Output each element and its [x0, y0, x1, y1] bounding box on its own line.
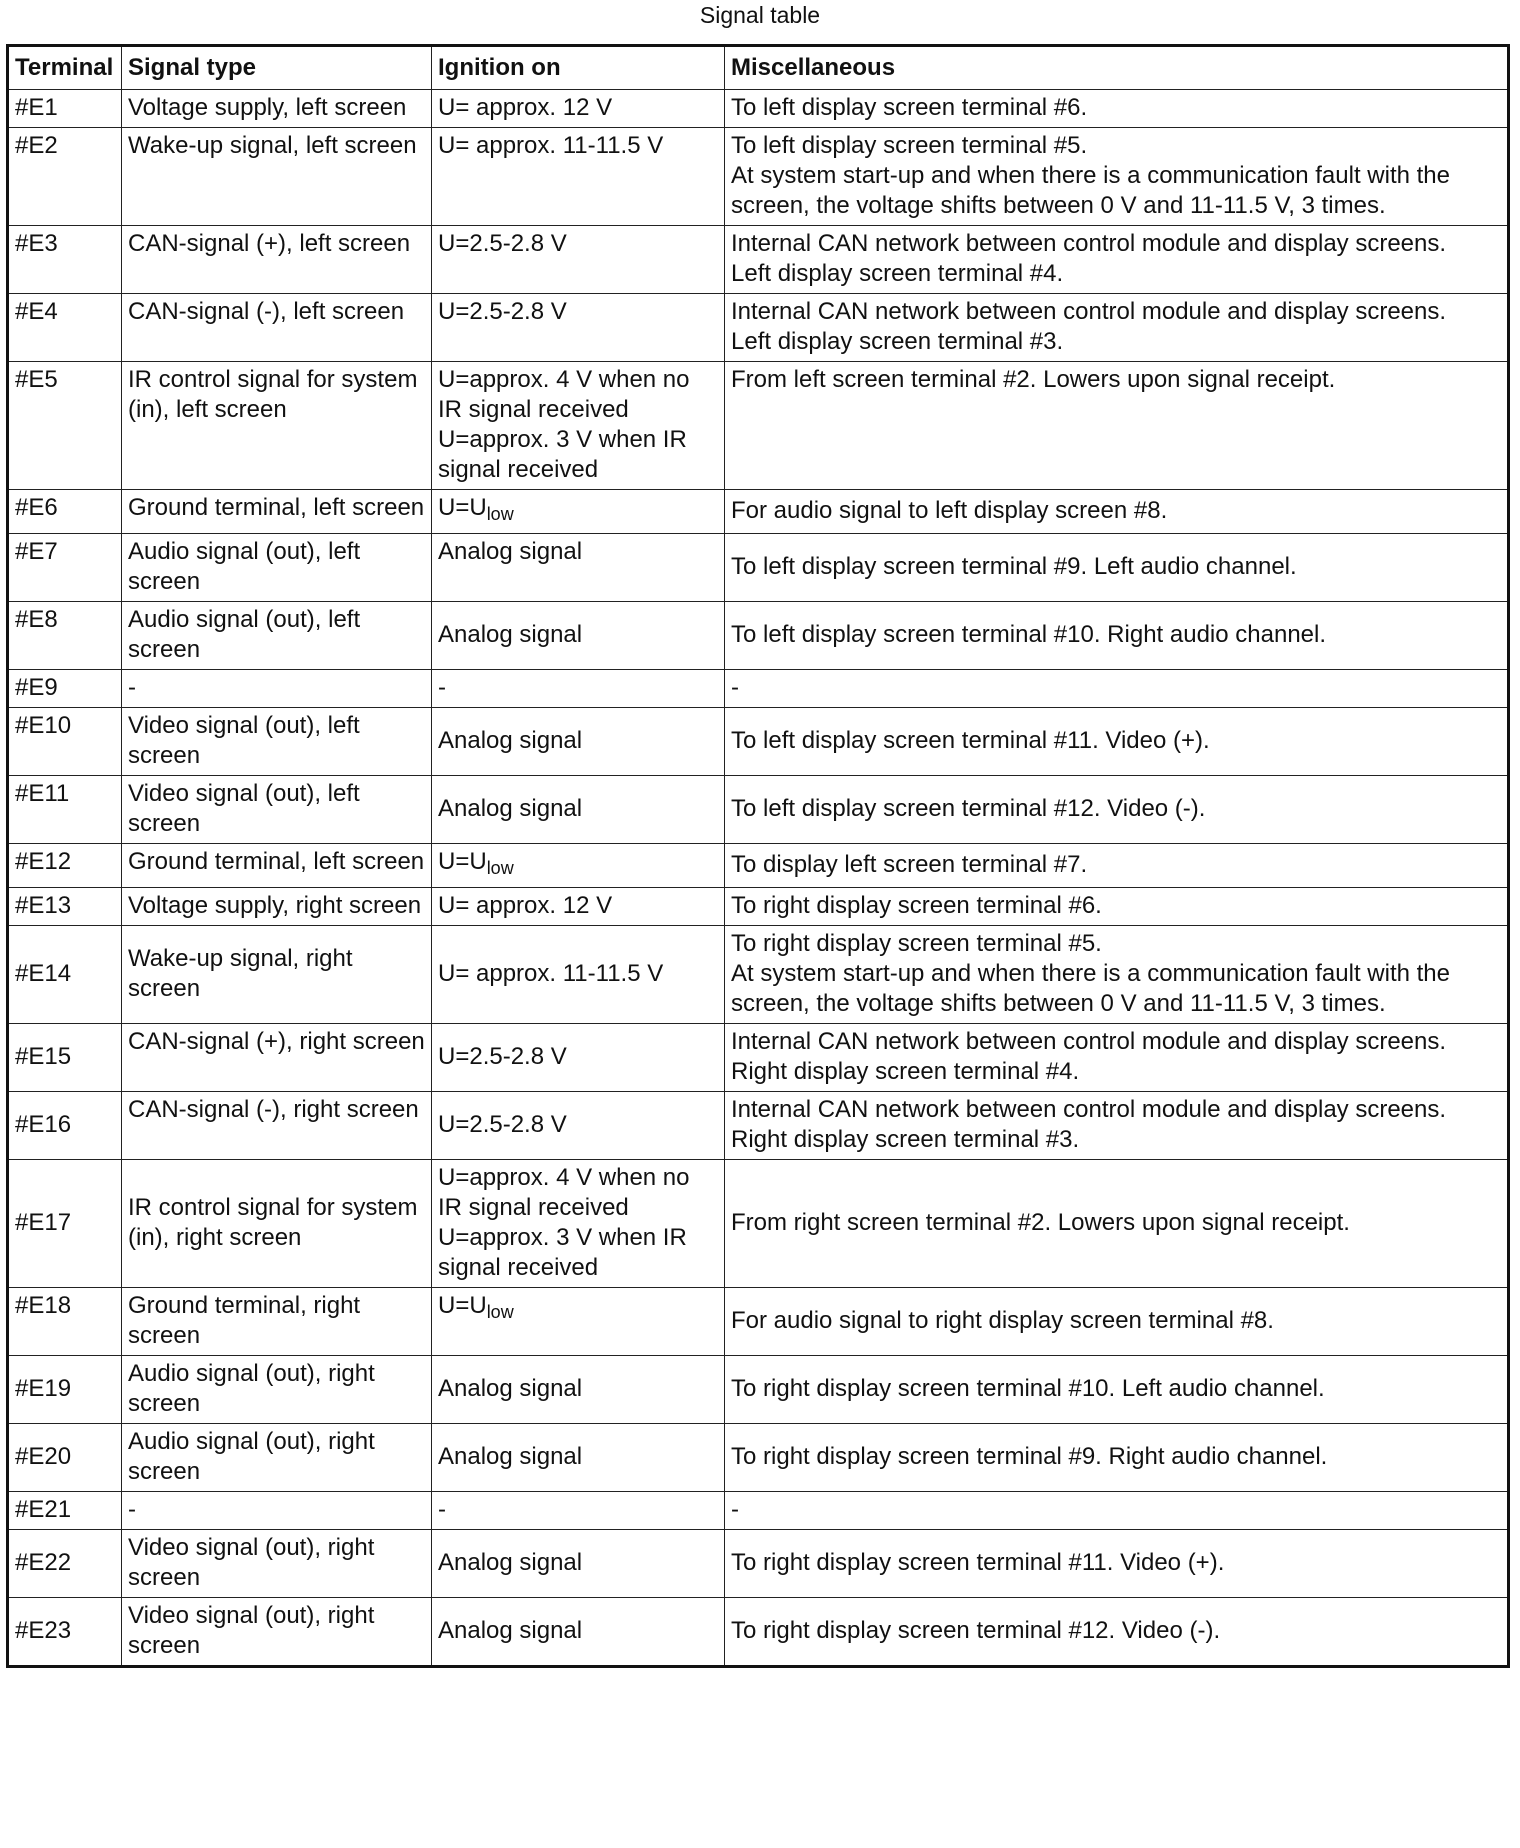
terminal-cell: #E20 [8, 1424, 122, 1492]
table-row [8, 294, 1509, 362]
table-row [8, 1598, 1509, 1667]
terminal-cell: #E12 [8, 844, 122, 888]
terminal-cell: #E22 [8, 1530, 122, 1598]
terminal-cell: #E10 [8, 708, 122, 776]
signal-table [6, 44, 1510, 1668]
terminal-cell: #E23 [8, 1598, 122, 1667]
signal-type-cell: Ground terminal, left screen [122, 490, 432, 534]
table-row [8, 1356, 1509, 1424]
subscript-low: low [486, 858, 514, 878]
subscript-low: low [486, 1302, 514, 1322]
miscellaneous-cell: Internal CAN network between control module and display screens. Left display screen terminal #3. [725, 294, 1509, 362]
table-row [8, 708, 1509, 776]
ignition-cell: Analog signal [432, 1530, 725, 1598]
terminal-cell: #E7 [8, 534, 122, 602]
miscellaneous-cell: For audio signal to left display screen #8. [725, 490, 1509, 534]
ignition-cell: Analog signal [432, 534, 725, 602]
miscellaneous-cell: For audio signal to right display screen terminal #8. [725, 1288, 1509, 1356]
header-ignition-on: Ignition on [432, 46, 725, 90]
miscellaneous-cell: To left display screen terminal #5. At system start-up and when there is a communication fault with the screen, the voltage shifts between 0 V and 11-11.5 V, 3 times. [725, 128, 1509, 226]
table-body [8, 90, 1509, 1667]
signal-type-cell: IR control signal for system (in), right screen [122, 1160, 432, 1288]
table-row [8, 888, 1509, 926]
ignition-cell: Analog signal [432, 708, 725, 776]
signal-type-cell: Audio signal (out), right screen [122, 1424, 432, 1492]
terminal-cell: #E5 [8, 362, 122, 490]
miscellaneous-cell: Internal CAN network between control module and display screens. Right display screen terminal #3. [725, 1092, 1509, 1160]
table-row [8, 1160, 1509, 1288]
terminal-cell: #E21 [8, 1492, 122, 1530]
table-row [8, 490, 1509, 534]
terminal-cell: #E6 [8, 490, 122, 534]
signal-type-cell: IR control signal for system (in), left screen [122, 362, 432, 490]
terminal-cell: #E11 [8, 776, 122, 844]
table-row [8, 90, 1509, 128]
ignition-cell: U=2.5-2.8 V [432, 294, 725, 362]
miscellaneous-cell: To right display screen terminal #12. Video (-). [725, 1598, 1509, 1667]
ignition-cell: U=approx. 4 V when no IR signal received U=approx. 3 V when IR signal received [432, 362, 725, 490]
miscellaneous-cell: To right display screen terminal #5. At system start-up and when there is a communication fault with the screen, the voltage shifts between 0 V and 11-11.5 V, 3 times. [725, 926, 1509, 1024]
signal-type-cell: CAN-signal (-), right screen [122, 1092, 432, 1160]
miscellaneous-cell: To left display screen terminal #12. Video (-). [725, 776, 1509, 844]
table-row [8, 226, 1509, 294]
terminal-cell: #E15 [8, 1024, 122, 1092]
signal-type-cell: CAN-signal (+), right screen [122, 1024, 432, 1092]
ignition-cell: Analog signal [432, 1598, 725, 1667]
header-terminal: Terminal [8, 46, 122, 90]
table-row [8, 844, 1509, 888]
signal-type-cell: - [122, 1492, 432, 1530]
table-row [8, 670, 1509, 708]
miscellaneous-cell: To right display screen terminal #6. [725, 888, 1509, 926]
header-miscellaneous: Miscellaneous [725, 46, 1509, 90]
miscellaneous-cell: From right screen terminal #2. Lowers upon signal receipt. [725, 1160, 1509, 1288]
signal-type-cell: Audio signal (out), left screen [122, 602, 432, 670]
ignition-cell: - [432, 1492, 725, 1530]
miscellaneous-cell: From left screen terminal #2. Lowers upon signal receipt. [725, 362, 1509, 490]
ignition-cell: $U=U_{low}$ [432, 1288, 725, 1356]
table-row [8, 602, 1509, 670]
terminal-cell: #E1 [8, 90, 122, 128]
terminal-cell: #E3 [8, 226, 122, 294]
signal-type-cell: Wake-up signal, left screen [122, 128, 432, 226]
table-row [8, 1424, 1509, 1492]
ignition-cell: U=2.5-2.8 V [432, 226, 725, 294]
miscellaneous-cell: - [725, 670, 1509, 708]
signal-type-cell: Wake-up signal, right screen [122, 926, 432, 1024]
ignition-cell: U=2.5-2.8 V [432, 1092, 725, 1160]
table-header-row [8, 46, 1509, 90]
ignition-cell: Analog signal [432, 776, 725, 844]
signal-type-cell: Ground terminal, left screen [122, 844, 432, 888]
signal-type-cell: Ground terminal, right screen [122, 1288, 432, 1356]
miscellaneous-cell: To left display screen terminal #11. Video (+). [725, 708, 1509, 776]
terminal-cell: #E2 [8, 128, 122, 226]
signal-type-cell: Video signal (out), right screen [122, 1530, 432, 1598]
miscellaneous-cell: To right display screen terminal #10. Left audio channel. [725, 1356, 1509, 1424]
miscellaneous-cell: To left display screen terminal #10. Right audio channel. [725, 602, 1509, 670]
signal-type-cell: Video signal (out), left screen [122, 708, 432, 776]
table-row [8, 776, 1509, 844]
signal-type-cell: - [122, 670, 432, 708]
signal-type-cell: Audio signal (out), left screen [122, 534, 432, 602]
miscellaneous-cell: To right display screen terminal #9. Right audio channel. [725, 1424, 1509, 1492]
ignition-cell: U= approx. 12 V [432, 90, 725, 128]
subscript-low: low [486, 504, 514, 524]
miscellaneous-cell: - [725, 1492, 1509, 1530]
ignition-cell: Analog signal [432, 1356, 725, 1424]
ignition-cell: $U=U_{low}$ [432, 490, 725, 534]
page-title: Signal table [699, 2, 821, 28]
ignition-cell: - [432, 670, 725, 708]
ignition-cell: U= approx. 11-11.5 V [432, 926, 725, 1024]
terminal-cell: #E8 [8, 602, 122, 670]
ignition-cell: $U=U_{low}$ [432, 844, 725, 888]
table-row [8, 926, 1509, 1024]
ignition-cell: U=2.5-2.8 V [432, 1024, 725, 1092]
miscellaneous-cell: To left display screen terminal #9. Left audio channel. [725, 534, 1509, 602]
terminal-cell: #E18 [8, 1288, 122, 1356]
table-row [8, 128, 1509, 226]
miscellaneous-cell: Internal CAN network between control module and display screens. Left display screen terminal #4. [725, 226, 1509, 294]
table-row [8, 534, 1509, 602]
terminal-cell: #E14 [8, 926, 122, 1024]
ignition-cell: Analog signal [432, 1424, 725, 1492]
table-row [8, 1092, 1509, 1160]
table-row [8, 1492, 1509, 1530]
terminal-cell: #E17 [8, 1160, 122, 1288]
signal-type-cell: Voltage supply, right screen [122, 888, 432, 926]
signal-type-cell: Video signal (out), left screen [122, 776, 432, 844]
signal-type-cell: Audio signal (out), right screen [122, 1356, 432, 1424]
terminal-cell: #E16 [8, 1092, 122, 1160]
table-row [8, 1288, 1509, 1356]
miscellaneous-cell: Internal CAN network between control module and display screens. Right display screen terminal #4. [725, 1024, 1509, 1092]
miscellaneous-cell: To display left screen terminal #7. [725, 844, 1509, 888]
ignition-cell: Analog signal [432, 602, 725, 670]
ignition-cell: U=approx. 4 V when no IR signal received U=approx. 3 V when IR signal received [432, 1160, 725, 1288]
signal-type-cell: Video signal (out), right screen [122, 1598, 432, 1667]
signal-type-cell: Voltage supply, left screen [122, 90, 432, 128]
header-signal-type: Signal type [122, 46, 432, 90]
miscellaneous-cell: To left display screen terminal #6. [725, 90, 1509, 128]
table-row [8, 362, 1509, 490]
terminal-cell: #E13 [8, 888, 122, 926]
table-row [8, 1530, 1509, 1598]
table-row [8, 1024, 1509, 1092]
ignition-cell: U= approx. 12 V [432, 888, 725, 926]
terminal-cell: #E9 [8, 670, 122, 708]
terminal-cell: #E4 [8, 294, 122, 362]
terminal-cell: #E19 [8, 1356, 122, 1424]
signal-type-cell: CAN-signal (-), left screen [122, 294, 432, 362]
ignition-cell: U= approx. 11-11.5 V [432, 128, 725, 226]
miscellaneous-cell: To right display screen terminal #11. Video (+). [725, 1530, 1509, 1598]
signal-type-cell: CAN-signal (+), left screen [122, 226, 432, 294]
